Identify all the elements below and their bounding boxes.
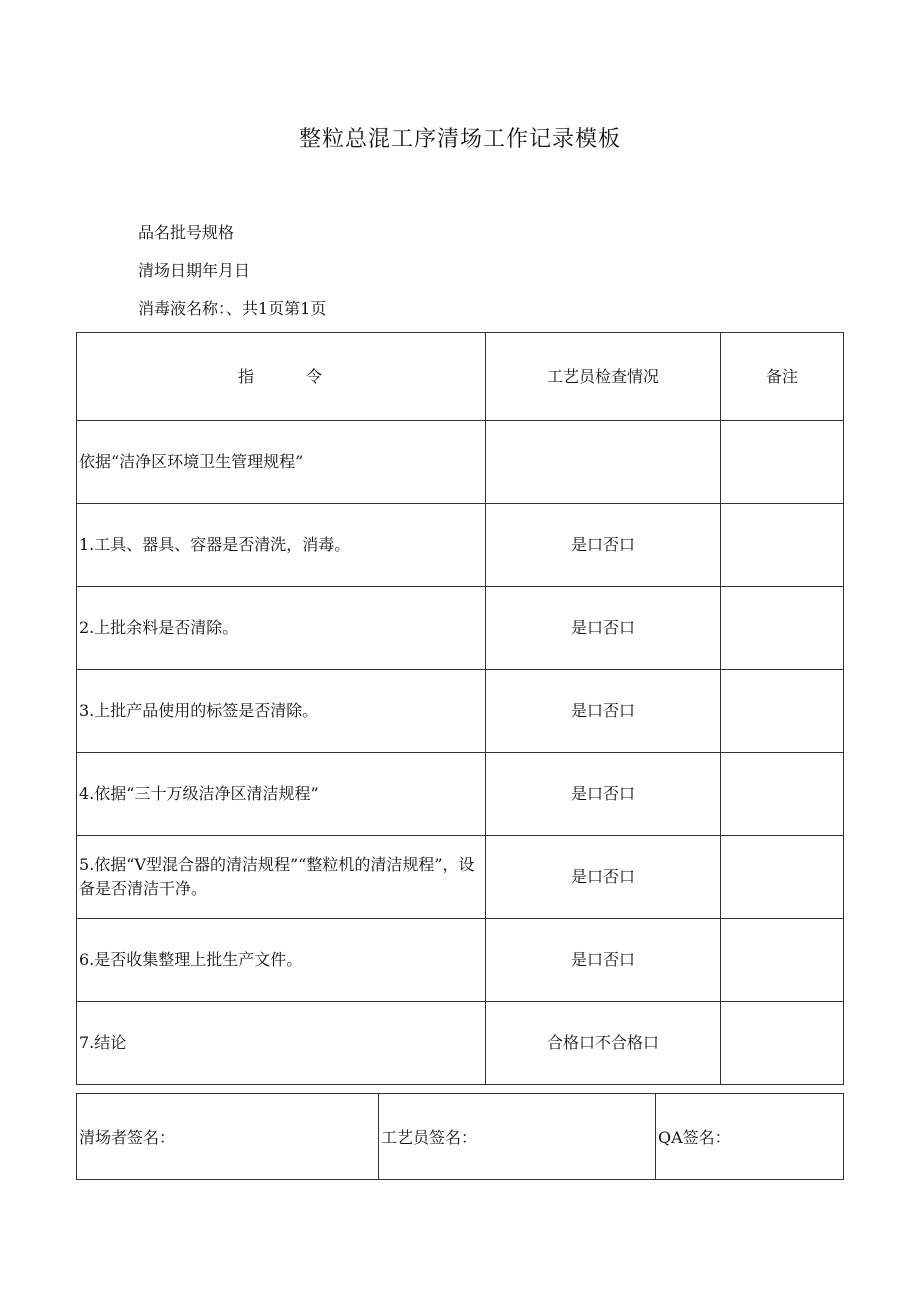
product-batch-spec-line: 品名批号规格: [138, 223, 235, 242]
table-row: [77, 753, 844, 836]
header-inspection: 工艺员检查情况: [486, 333, 721, 421]
instruction-cell: 7.结论: [77, 1002, 486, 1085]
remarks-cell[interactable]: [721, 1002, 844, 1085]
remarks-cell[interactable]: [721, 919, 844, 1002]
cleaning-date-line: 清场日期年月日: [138, 261, 251, 280]
table-row: [77, 1002, 844, 1085]
table-row: [77, 919, 844, 1002]
instruction-cell: 1.工具、器具、容器是否清洗，消毒。: [77, 504, 486, 587]
check-cell[interactable]: [486, 421, 721, 504]
instruction-cell: 2.上批余料是否清除。: [77, 587, 486, 670]
instruction-cell: 依据“洁净区环境卫生管理规程”: [77, 421, 486, 504]
signature-table: [76, 1093, 844, 1180]
disinfectant-page-line: 消毒液名称：、共1页第1页: [138, 299, 327, 318]
check-cell[interactable]: 是口否口: [486, 504, 721, 587]
instruction-cell: 6.是否收集整理上批生产文件。: [77, 919, 486, 1002]
header-instruction: 指 令: [77, 333, 486, 421]
check-cell[interactable]: 是口否口: [486, 587, 721, 670]
check-cell[interactable]: 是口否口: [486, 836, 721, 919]
instruction-cell: 4.依据“三十万级洁净区清洁规程”: [77, 753, 486, 836]
remarks-cell[interactable]: [721, 504, 844, 587]
signature-row: [77, 1094, 844, 1180]
check-cell[interactable]: 是口否口: [486, 919, 721, 1002]
header-remarks: 备注: [721, 333, 844, 421]
remarks-cell[interactable]: [721, 587, 844, 670]
remarks-cell[interactable]: [721, 670, 844, 753]
instruction-cell: 5.依据“V型混合器的清洁规程”“整粒机的清洁规程”，设备是否清洁干净。: [77, 836, 486, 919]
remarks-cell[interactable]: [721, 421, 844, 504]
table-row: [77, 421, 844, 504]
table-row: [77, 504, 844, 587]
cleaner-signature-field[interactable]: 清场者签名：: [77, 1094, 379, 1180]
qa-signature-field[interactable]: QA签名：: [656, 1094, 844, 1180]
check-cell[interactable]: 是口否口: [486, 753, 721, 836]
conclusion-check-cell[interactable]: 合格口不合格口: [486, 1002, 721, 1085]
check-cell[interactable]: 是口否口: [486, 670, 721, 753]
table-header-row: [77, 333, 844, 421]
cleaning-record-table: [76, 332, 844, 1085]
table-row: [77, 836, 844, 919]
instruction-cell: 3.上批产品使用的标签是否清除。: [77, 670, 486, 753]
technician-signature-field[interactable]: 工艺员签名：: [379, 1094, 656, 1180]
table-row: [77, 670, 844, 753]
remarks-cell[interactable]: [721, 753, 844, 836]
table-row: [77, 587, 844, 670]
document-title: 整粒总混工序清场工作记录模板: [298, 127, 621, 152]
remarks-cell[interactable]: [721, 836, 844, 919]
